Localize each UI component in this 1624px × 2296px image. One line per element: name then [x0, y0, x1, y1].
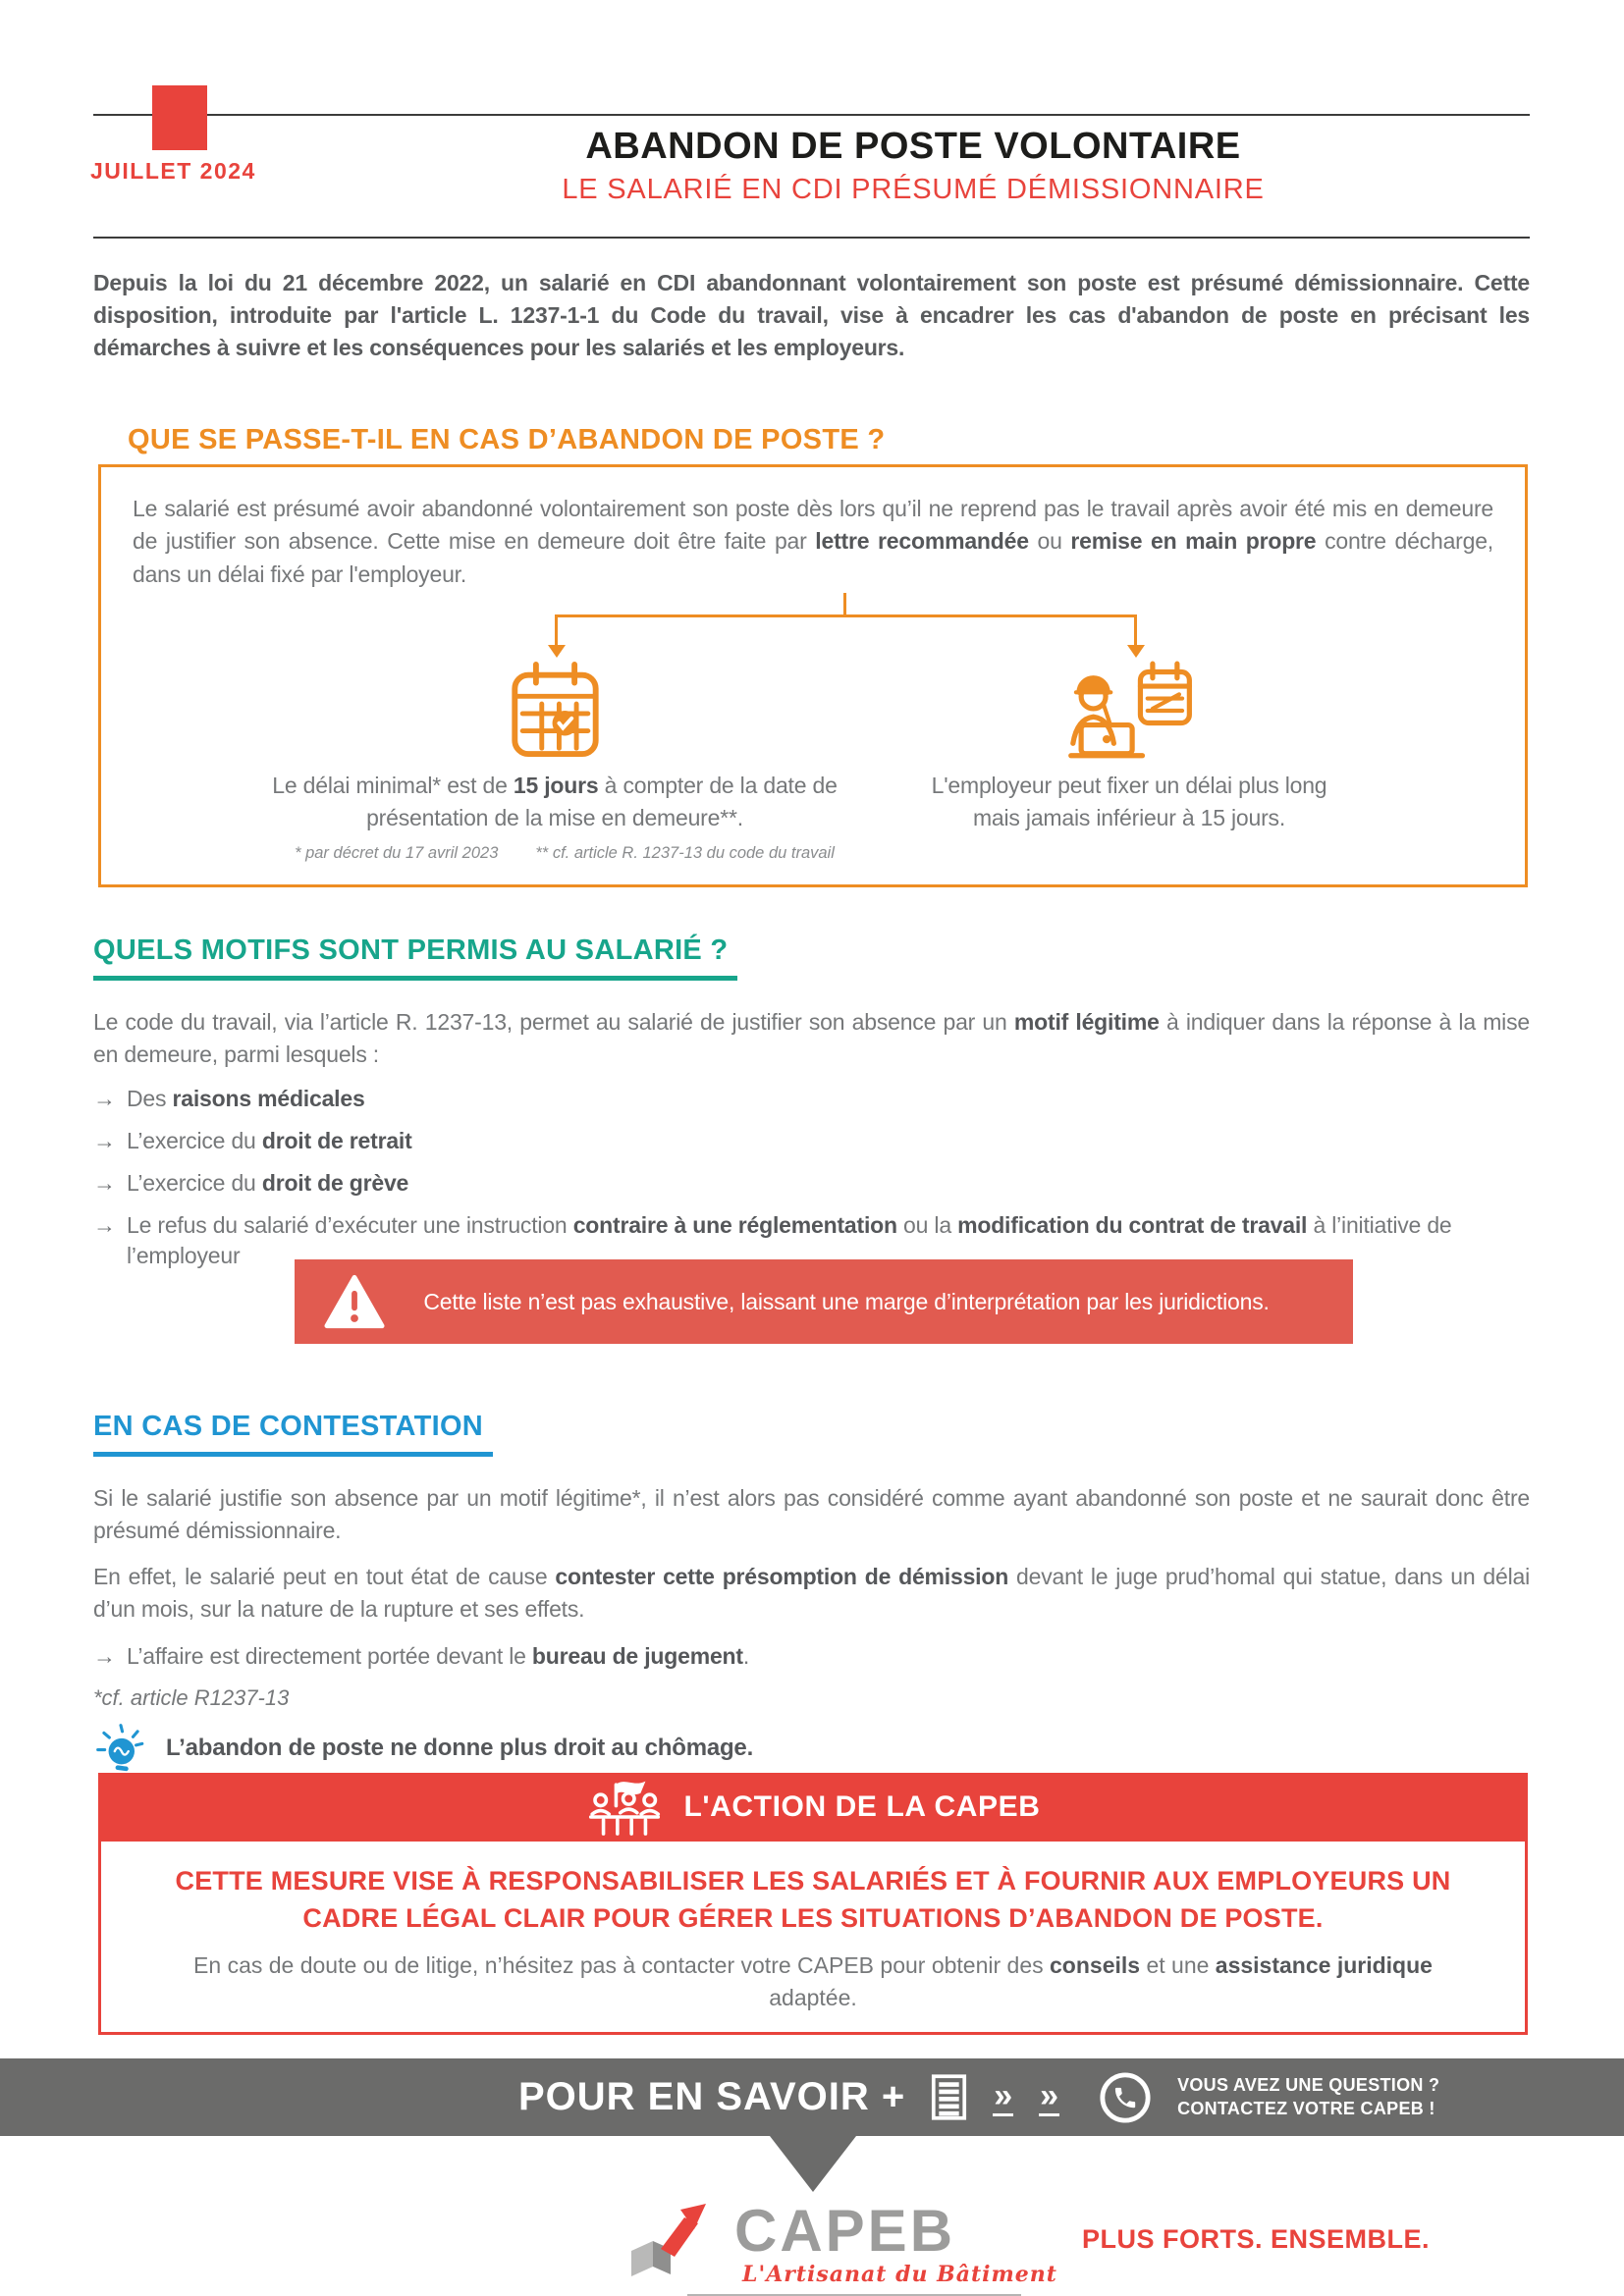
- issue-date: JUILLET 2024: [90, 158, 256, 184]
- bullet-text: L’affaire est directement portée devant le bureau de jugement.: [127, 1642, 750, 1669]
- arrow-down-right-icon: [1127, 645, 1145, 658]
- footer-band: [0, 2058, 1624, 2136]
- crowd-with-flag-icon: [585, 1777, 664, 1838]
- bullet-text: L’exercice du droit de retrait: [127, 1127, 412, 1153]
- footnote-article-r1237: *cf. article R1237-13: [93, 1684, 290, 1710]
- bullet-text: L’exercice du droit de grève: [127, 1169, 409, 1196]
- page-title: ABANDON DE POSTE VOLONTAIRE: [585, 126, 1241, 167]
- capeb-slogan: PLUS FORTS. ENSEMBLE.: [1082, 2224, 1431, 2254]
- calendar-icon: [509, 660, 602, 760]
- section1-box: [98, 464, 1528, 887]
- arrow-right-icon: →: [93, 1211, 116, 1238]
- document-icon: [931, 2073, 967, 2121]
- employer-delay-note: L'employeur peut fixer un délai plus long mais jamais inférieur à 15 jours.: [931, 773, 1327, 831]
- section2-title: QUELS MOTIFS SONT PERMIS AU SALARIÉ ?: [93, 934, 737, 981]
- capeb-action-body: [98, 1842, 1528, 2035]
- capeb-action-header: [98, 1773, 1528, 1842]
- connector-bar: [555, 614, 1137, 617]
- chevron-right-icon: »: [994, 2076, 1013, 2114]
- brand-square: [152, 85, 207, 150]
- section-contestation: [93, 1411, 1530, 1776]
- section1-title: QUE SE PASSE-T-IL EN CAS D’ABANDON DE POSTE ?: [128, 424, 886, 455]
- bullet-text: Le refus du salarié d’exécuter une instruction contraire à une réglementation ou la modification du contrat de travail à l’initiative de l’employeur: [127, 1211, 1452, 1268]
- tip-text: L’abandon de poste ne donne plus droit au chômage.: [166, 1734, 754, 1761]
- list-item: [93, 1084, 1530, 1114]
- section2-lead: Le code du travail, via l’article R. 1237-13, permet au salarié de justifier son absence par un motif légitime à indiquer dans la réponse à la mise en demeure, parmi lesquels :: [93, 1009, 1530, 1068]
- footnote-article: ** cf. article R. 1237-13 du code du travail: [535, 844, 835, 862]
- list-item: [93, 1641, 1530, 1672]
- section-abandon-de-poste: [98, 424, 1528, 887]
- contact-question: [1177, 2074, 1439, 2120]
- list-item: [93, 1126, 1530, 1156]
- capeb-action-subtext: En cas de doute ou de litige, n’hésitez pas à contacter votre CAPEB pour obtenir des conseils et une assistance juridique adaptée.: [193, 1951, 1433, 2010]
- arrow-right-icon: →: [93, 1642, 116, 1669]
- connector-left-line: [555, 614, 558, 646]
- employer-at-laptop-icon: [1061, 660, 1197, 762]
- question-line-1: VOUS AVEZ UNE QUESTION ?: [1177, 2075, 1440, 2096]
- contestation-paragraph-2: En effet, le salarié peut en tout état de cause contester cette présomption de démission devant le juge prud’homal qui statue, dans un délai d’un mois, sur la nature de la rupture et ses effets.: [93, 1563, 1530, 1622]
- header-bottom-rule: [93, 237, 1530, 239]
- intro-paragraph: Depuis la loi du 21 décembre 2022, un salarié en CDI abandonnant volontairement son poste est présumé démissionnaire. Cette disposition, introduite par l'article L. 1237-1-1 du Code du travail, vise à encadrer les cas d'abandon de poste en précisant les démarches à suivre et les conséquences pour les salariés et les employeurs.: [93, 270, 1530, 360]
- delay-minimum-note: Le délai minimal* est de 15 jours à compter de la date de présentation de la mise en demeure**.: [272, 773, 838, 831]
- bullet-text: Des raisons médicales: [127, 1085, 365, 1111]
- warning-triangle-icon: [324, 1274, 385, 1330]
- capeb-action-headline: CETTE MESURE VISE À RESPONSABILISER LES SALARIÉS ET À FOURNIR AUX EMPLOYEURS UN CADRE LÉGAL CLAIR POUR GÉRER LES SITUATIONS D’ABANDON DE POSTE.: [175, 1866, 1451, 1933]
- capeb-action-title: L'ACTION DE LA CAPEB: [683, 1790, 1041, 1823]
- page-subtitle: LE SALARIÉ EN CDI PRÉSUMÉ DÉMISSIONNAIRE: [562, 174, 1265, 205]
- footer-content: [518, 2058, 1439, 2136]
- capeb-tagline: L'Artisanat du Bâtiment: [742, 2262, 1057, 2287]
- list-item: [93, 1168, 1530, 1199]
- header-top-rule: [93, 114, 1530, 116]
- question-line-2: CONTACTEZ VOTRE CAPEB !: [1177, 2098, 1435, 2118]
- footnotes-row: [231, 844, 898, 863]
- capeb-action-box: [98, 1773, 1528, 2035]
- warning-text: Cette liste n’est pas exhaustive, laissant une marge d’interprétation par les juridictions.: [423, 1288, 1270, 1314]
- arrow-down-left-icon: [548, 645, 566, 658]
- footer-pointer-triangle: [770, 2136, 856, 2192]
- footnote-decree: * par décret du 17 avril 2023: [295, 844, 499, 862]
- arrow-right-icon: →: [93, 1085, 116, 1111]
- phone-icon: [1099, 2071, 1152, 2124]
- section3-title: EN CAS DE CONTESTATION: [93, 1411, 493, 1457]
- tip-row: [93, 1721, 1530, 1776]
- section1-body: Le salarié est présumé avoir abandonné volontairement son poste dès lors qu’il ne reprend pas le travail après avoir été mis en demeure de justifier son absence. Cette mise en demeure doit être faite par lettre recommandée ou remise en main propre contre décharge, dans un délai fixé par l'employeur.: [133, 496, 1493, 587]
- title-block: [373, 126, 1453, 206]
- contestation-paragraph-1: Si le salarié justifie son absence par un motif légitime*, il n’est alors pas considéré comme ayant abandonné son poste et ne saurait donc être présumé démissionnaire.: [93, 1485, 1530, 1543]
- connector-right-line: [1134, 614, 1137, 646]
- lightbulb-icon: [93, 1721, 148, 1776]
- warning-banner: [295, 1259, 1353, 1344]
- chevron-right-icon: »: [1040, 2076, 1059, 2114]
- arrow-right-icon: →: [93, 1127, 116, 1153]
- learn-more-label: POUR EN SAVOIR +: [518, 2075, 906, 2118]
- section-motifs: [93, 934, 1530, 1271]
- connector-stem: [843, 593, 846, 616]
- capeb-logo-icon: [626, 2202, 727, 2292]
- capeb-logo-text: CAPEB: [734, 2198, 956, 2264]
- arrow-right-icon: →: [93, 1169, 116, 1196]
